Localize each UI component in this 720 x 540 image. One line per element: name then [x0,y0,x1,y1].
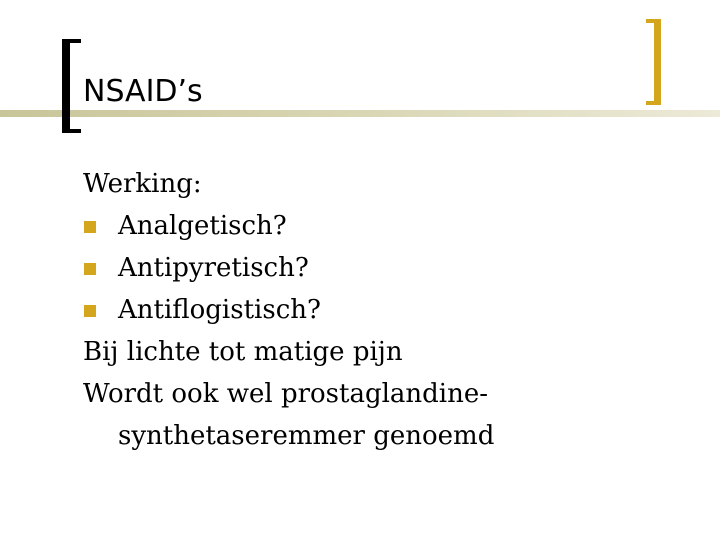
left-bracket-bottom [62,129,81,133]
slide-title: NSAID’s [83,74,203,109]
body-line: Wordt ook wel prostaglandine- [83,379,489,409]
bullet-item [83,247,683,289]
left-bracket-top [62,39,81,43]
slide-body [83,163,683,457]
body-line-continuation: synthetaseremmer genoemd [118,421,495,451]
right-bracket-top [646,19,661,23]
body-heading: Werking: [83,169,202,199]
square-bullet-icon [84,305,96,317]
body-line: Bij lichte tot matige pijn [83,337,403,367]
right-bracket-bottom [646,101,661,105]
bullet-text: Analgetisch? [118,211,287,241]
left-bracket-bar [62,39,70,133]
bullet-text: Antipyretisch? [118,253,309,283]
bullet-item [83,289,683,331]
square-bullet-icon [84,263,96,275]
right-bracket-bar [654,19,661,105]
bullet-item [83,205,683,247]
bullet-text: Antiflogistisch? [118,295,321,325]
square-bullet-icon [84,221,96,233]
